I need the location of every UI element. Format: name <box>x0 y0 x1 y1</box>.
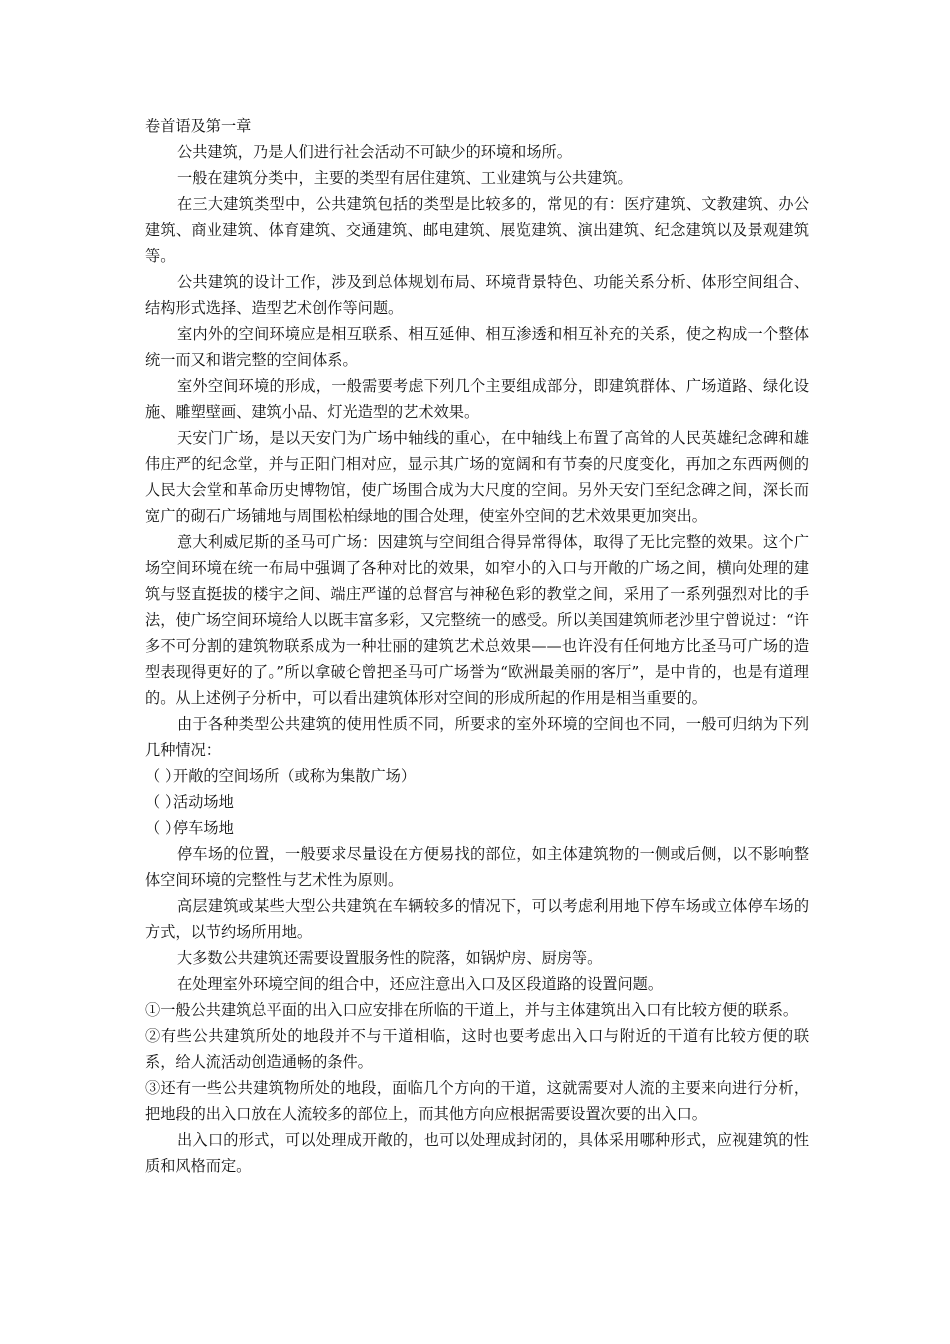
list-item-text: 停车场地 <box>173 819 234 837</box>
list-marker: （ ） <box>145 793 181 811</box>
paragraph: 意大利威尼斯的圣马可广场：因建筑与空间组合得异常得体，取得了无比完整的效果。这个广场空间环境在统一布局中强调了各种对比的效果，如窄小的入口与开敞的广场之间，横向处理的建筑与竖直挺拔的楼宇之间、端庄严谨的总督宫与神秘色彩的教堂之间，采用了一系列强烈对比的手法，使广场空间环境给人以既丰富多彩，又完整统一的感受。所以美国建筑师老沙里宁曾说过：“许多不可分割的建筑物联系成为一种壮丽的建筑艺术总效果——也许没有任何地方比圣马可广场的造型表现得更好的了。”所以拿破仑曾把圣马可广场誉为“欧洲最美丽的客厅”，是中肯的，也是有道理的。从上述例子分析中，可以看出建筑体形对空间的形成所起的作用是相当重要的。 <box>145 533 809 707</box>
paragraph: 在三大建筑类型中，公共建筑包括的类型是比较多的，常见的有：医疗建筑、文教建筑、办公建筑、商业建筑、体育建筑、交通建筑、邮电建筑、展览建筑、演出建筑、纪念建筑以及景观建筑等。 <box>145 195 809 265</box>
paragraph: 大多数公共建筑还需要设置服务性的院落，如锅炉房、厨房等。 <box>177 949 603 967</box>
list-marker: （ ） <box>145 767 181 785</box>
paragraph: 在处理室外环境空间的组合中，还应注意出入口及区段道路的设置问题。 <box>177 975 663 993</box>
paragraph: 公共建筑的设计工作，涉及到总体规划布局、环境背景特色、功能关系分析、体形空间组合、结构形式选择、造型艺术创作等问题。 <box>145 273 809 317</box>
chapter-heading: 卷首语及第一章 <box>145 117 252 135</box>
document-page <box>145 113 809 1179</box>
list-item <box>145 763 809 789</box>
list-item <box>145 789 809 815</box>
paragraph: 室内外的空间环境应是相互联系、相互延伸、相互渗透和相互补充的关系，使之构成一个整体统一而又和谐完整的空间体系。 <box>145 325 809 369</box>
list-item-text: 活动场地 <box>173 793 234 811</box>
paragraph: 天安门广场，是以天安门为广场中轴线的重心，在中轴线上布置了高耸的人民英雄纪念碑和雄伟庄严的纪念堂，并与正阳门相对应，显示其广场的宽阔和有节奏的尺度变化，再加之东西两侧的人民大会堂和革命历史博物馆，使广场围合成为大尺度的空间。另外天安门至纪念碑之间，深长而宽广的砌石广场铺地与周围松柏绿地的围合处理，使室外空间的艺术效果更加突出。 <box>145 429 809 525</box>
numbered-point: ②有些公共建筑所处的地段并不与干道相临，这时也要考虑出入口与附近的干道有比较方便的联系，给人流活动创造通畅的条件。 <box>145 1027 809 1071</box>
paragraph: 出入口的形式，可以处理成开敞的，也可以处理成封闭的，具体采用哪种形式，应视建筑的性质和风格而定。 <box>145 1131 809 1175</box>
paragraph: 一般在建筑分类中，主要的类型有居住建筑、工业建筑与公共建筑。 <box>177 169 633 187</box>
paragraph: 公共建筑，乃是人们进行社会活动不可缺少的环境和场所。 <box>177 143 572 161</box>
list-item <box>145 815 809 841</box>
paragraph: 由于各种类型公共建筑的使用性质不同，所要求的室外环境的空间也不同，一般可归纳为下列几种情况： <box>145 715 809 759</box>
paragraph: 停车场的位置，一般要求尽量设在方便易找的部位，如主体建筑物的一侧或后侧，以不影响整体空间环境的完整性与艺术性为原则。 <box>145 845 809 889</box>
list-item-text: 开敞的空间场所（或称为集散广场） <box>173 767 416 785</box>
paragraph: 室外空间环境的形成，一般需要考虑下列几个主要组成部分，即建筑群体、广场道路、绿化设施、雕塑壁画、建筑小品、灯光造型的艺术效果。 <box>145 377 809 421</box>
list-marker: （ ） <box>145 819 181 837</box>
paragraph: 高层建筑或某些大型公共建筑在车辆较多的情况下，可以考虑利用地下停车场或立体停车场的方式，以节约场所用地。 <box>145 897 809 941</box>
numbered-point: ①一般公共建筑总平面的出入口应安排在所临的干道上，并与主体建筑出入口有比较方便的联系。 <box>145 1001 799 1019</box>
numbered-point: ③还有一些公共建筑物所处的地段，面临几个方向的干道，这就需要对人流的主要来向进行分析，把地段的出入口放在人流较多的部位上，而其他方向应根据需要设置次要的出入口。 <box>145 1079 809 1123</box>
